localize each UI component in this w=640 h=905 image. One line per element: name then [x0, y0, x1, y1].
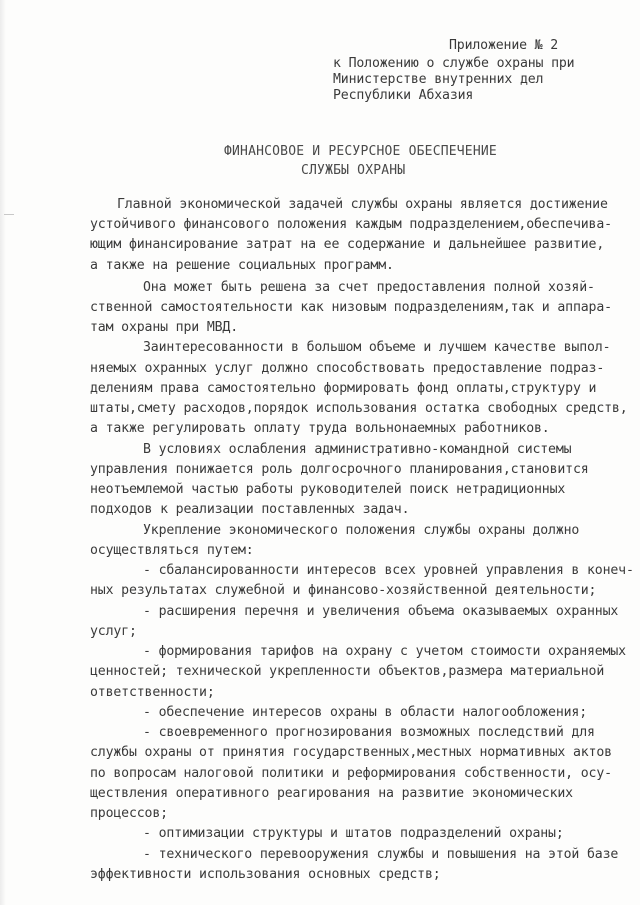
body-line: осуществляться путем:: [90, 543, 254, 558]
body-line: там охраны при МВД.: [90, 320, 239, 335]
body-line: ющим финансирование затрат на ее содержание и дальнейшее развитие,: [90, 237, 605, 252]
body-line: ных результатах служебной и финансово-хозяйственной деятельности;: [90, 583, 597, 598]
body-line: неотъемлемой частью работы руководителей поиск нетрадиционных: [90, 482, 566, 497]
body-line: Она может быть решена за счет предоставления полной хозяй-: [143, 280, 595, 295]
body-line: управления понижается роль долгосрочного планирования,становится: [90, 462, 589, 477]
body-line: Укрепление экономического положения службы охраны должно: [143, 523, 580, 538]
list-item: - своевременного прогнозирования возможных последствий для: [143, 725, 595, 740]
body-line: няемых охранных услуг должно способствовать предоставление подраз-: [90, 361, 605, 376]
body-line: ответственности;: [90, 685, 215, 700]
document-title: ФИНАНСОВОЕ И РЕСУРСНОЕ ОБЕСПЕЧЕНИЕ: [224, 144, 497, 159]
body-line: по вопросам налоговой политики и реформирования собственности, осу-: [90, 766, 612, 781]
list-item: - оптимизации структуры и штатов подразделений охраны;: [143, 826, 564, 841]
body-line: Заинтересованности в большом объеме и лучшем качестве выпол-: [143, 340, 611, 355]
list-item: - сбалансированности интересов всех уровней управления в конеч-: [143, 563, 634, 578]
body-line: ценностей; технической укрепленности объектов,размера материальной: [90, 664, 605, 679]
body-line: службы охраны от принятия государственных,местных нормативных актов: [90, 745, 612, 760]
body-line: делениям права самостоятельно формировать фонд оплаты,структуру и: [90, 381, 597, 396]
body-line: В условиях ослабления административно-командной системы: [143, 442, 572, 457]
list-item: - технического перевооружения службы и повышения на этой базе: [143, 847, 619, 862]
document-title: СЛУЖБЫ ОХРАНЫ: [301, 163, 406, 178]
body-line: а также на решение социальных программ.: [90, 258, 394, 273]
body-line: устойчивого финансового положения каждым подразделением,обеспечива-: [90, 217, 612, 232]
margin-mark: [4, 214, 14, 215]
body-line: подходов к реализации поставленных задач.: [90, 502, 410, 517]
body-line: эффективности использования основных средств;: [90, 867, 441, 882]
appendix-number: Приложение № 2: [449, 38, 559, 53]
list-item: - обеспечение интересов охраны в области налогообложения;: [143, 705, 588, 720]
body-line: штаты,смету расходов,порядок использования остатка свободных средств,: [90, 401, 628, 416]
appendix-ref-line: к Положению о службе охраны при: [333, 56, 575, 71]
body-line: а также регулировать оплату труда вольнонаемных работников.: [90, 421, 550, 436]
appendix-ref-line: Министерстве внутренних дел: [333, 72, 544, 87]
list-item: - формирования тарифов на охрану с учетом стоимости охраняемых: [143, 644, 626, 659]
body-line: ществления оперативного реагирования на развитие экономических: [90, 786, 573, 801]
body-line: Главной экономической задачей службы охраны является достижение: [117, 197, 608, 212]
appendix-ref-line: Республики Абхазия: [333, 88, 474, 103]
list-item: - расширения перечня и увеличения объема оказываемых охранных: [143, 604, 619, 619]
body-line: услуг;: [90, 624, 137, 639]
page-edge-shadow: [0, 0, 6, 905]
body-line: процессов;: [90, 806, 168, 821]
body-line: ственной самостоятельности как низовым подразделениям,так и аппара-: [90, 300, 612, 315]
